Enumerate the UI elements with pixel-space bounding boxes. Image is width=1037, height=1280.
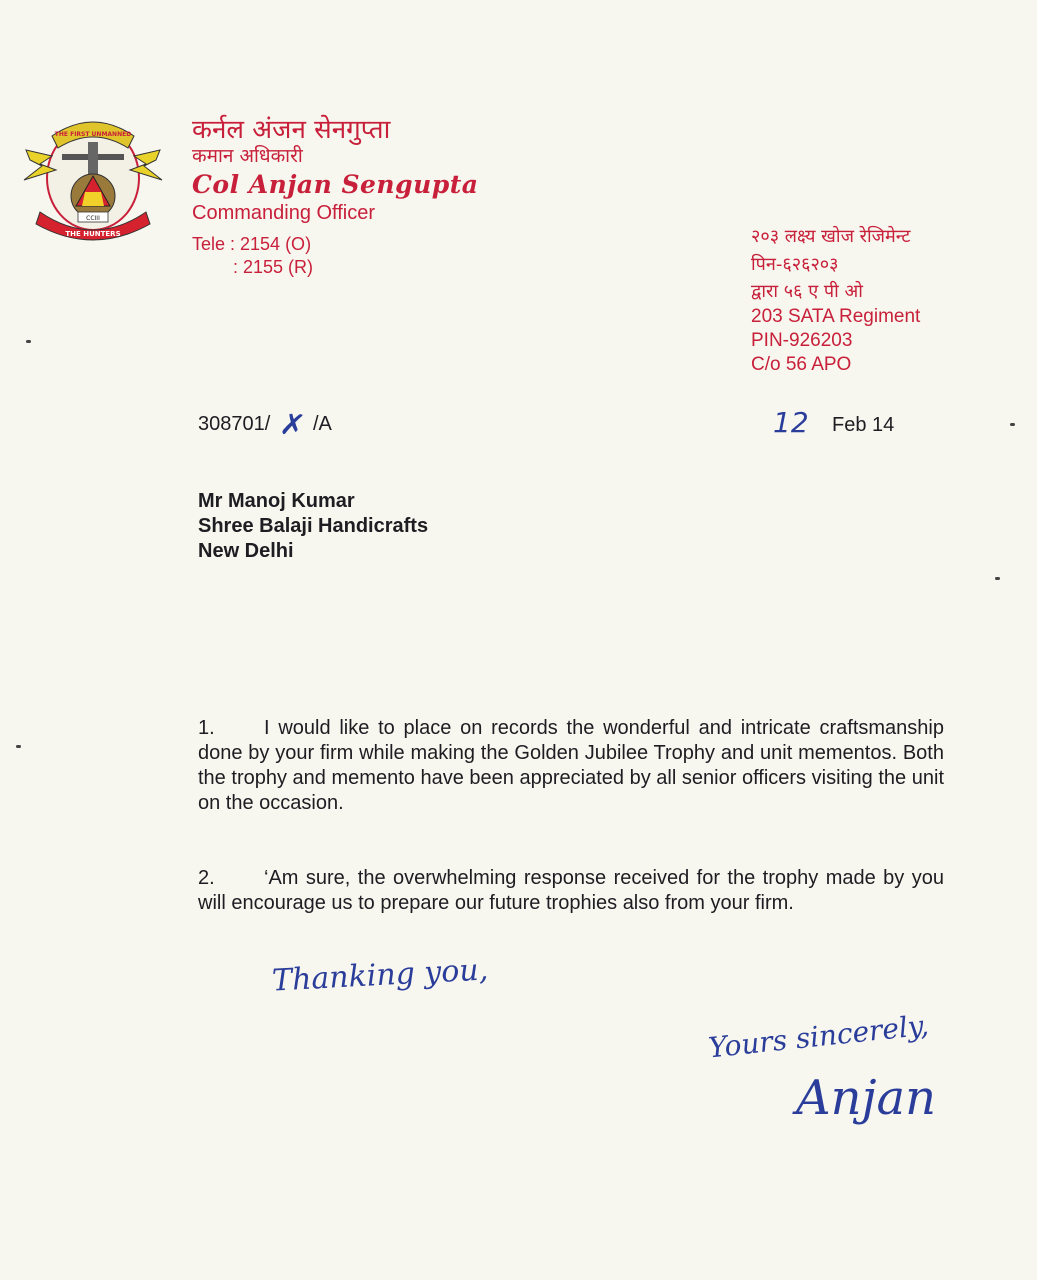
reference-handwritten-mark: ✗ <box>277 406 308 445</box>
address-hindi-line2: पिन-६२६२०३ <box>751 254 839 275</box>
paragraph-1-number: 1. <box>198 717 215 739</box>
closing-thanking: Thanking you, <box>271 952 490 999</box>
paragraph-2 <box>198 866 944 916</box>
paper-speck <box>26 340 31 343</box>
drone-body-icon <box>88 142 98 178</box>
recipient-city: New Delhi <box>198 540 294 562</box>
date-day-handwritten: 12 <box>773 406 809 439</box>
recipient-name: Mr Manoj Kumar <box>198 490 355 512</box>
address-english-line3: C/o 56 APO <box>751 354 852 375</box>
regiment-emblem <box>22 108 164 250</box>
closing-yours-sincerely: Yours sincerely, <box>706 1008 931 1065</box>
officer-name-hindi: कर्नल अंजन सेनगुप्ता <box>192 115 391 145</box>
recipient-firm: Shree Balaji Handicrafts <box>198 515 429 537</box>
paragraph-2-number: 2. <box>198 867 215 889</box>
officer-title-hindi: कमान अधिकारी <box>192 145 303 167</box>
emblem-top-text: THE FIRST UNMANNED <box>54 131 132 138</box>
paper-speck <box>995 577 1000 580</box>
officer-name-english: Col Anjan Sengupta <box>192 170 479 199</box>
telephone-office: Tele : 2154 (O) <box>192 234 312 254</box>
paper-speck <box>16 745 21 748</box>
paragraph-2-text: ‘Am sure, the overwhelming response received for the trophy made by you will encourage us to prepare our future trophies also from your firm. <box>198 867 944 914</box>
telephone-residence: : 2155 (R) <box>233 257 314 277</box>
signature: Anjan <box>796 1070 936 1126</box>
address-hindi-line3: द्वारा ५६ ए पी ओ <box>751 281 863 302</box>
date-month-year: Feb 14 <box>832 414 895 436</box>
triangle-fill-icon <box>82 192 104 206</box>
address-english-line2: PIN-926203 <box>751 330 853 351</box>
reference-number: 308701/ <box>198 413 271 435</box>
address-english-line1: 203 SATA Regiment <box>751 306 921 327</box>
address-hindi-line1: २०३ लक्ष्य खोज रेजिमेन्ट <box>751 226 911 247</box>
reference-suffix: /A <box>313 413 332 435</box>
paper-speck <box>1010 423 1015 426</box>
officer-title-english: Commanding Officer <box>192 202 376 224</box>
paragraph-1-text: I would like to place on records the wonderful and intricate craftsmanship done by your firm while making the Golden Jubilee Trophy and unit mementos. Both the trophy and memento have been appreciated by all senior officers visiting the unit on the occasion. <box>198 717 944 814</box>
emblem-badge-text: CCIII <box>86 215 100 222</box>
emblem-bottom-text: THE HUNTERS <box>65 230 121 238</box>
paragraph-1 <box>198 716 944 816</box>
